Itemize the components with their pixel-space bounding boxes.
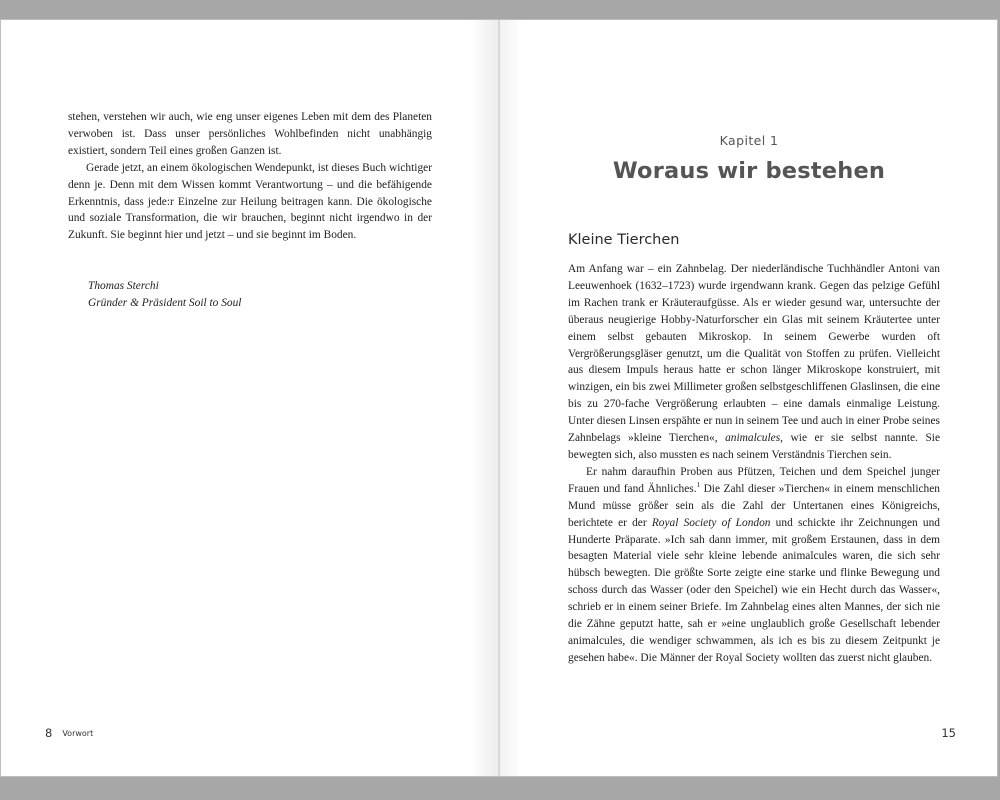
left-page-body (68, 109, 432, 244)
signature-name: Thomas Sterchi (88, 280, 159, 292)
book-gutter (498, 19, 500, 777)
gutter-shadow-left (470, 19, 498, 777)
gutter-shadow-right (500, 19, 522, 777)
p1-text-a: Am Anfang war – ein Zahnbelag. Der niederländische Tuchhändler Antoni van Leeuwenhoek (1632–1723) wurde irgendwann krank. Gegen das pelzige Gefühl im Rachen trank er Kräuteraufgüsse. Als er wieder gesund war, untersuchte der überaus neugierige Hobby-Naturforscher ein Glas mit seinem Kräutertee unter einem selbst gebauten Mikroskop. In seinem Gewerbe wurden oft Vergrößerungsgläser genutzt, um die Qualität von Stoffen zu prüfen. Vielleicht aus diesem Impuls heraus hatte er schon länger Mikroskope konstruiert, mit winzigen, ein bis zwei Millimeter großen selbstgeschliffenen Glaslinsen, die eine bis zu 270-fache Vergrößerung erlaubten – eine damals einmalige Leistung. Unter diesen Linsen erspähte er nun in seinem Tee und auch in einer Probe seines Zahnbelags »kleine Tierchen«, (568, 263, 940, 445)
right-page-number: 15 (941, 726, 956, 740)
p2-text-a: Er nahm daraufhin Proben aus Pfützen, Teichen und dem Speichel junger Frauen und fand Ähnliches. (568, 465, 940, 495)
p2-text-c: und schickte ihr Zeichnungen und Hunderte Präparate. »Ich sah dann immer, mit großem Erstaunen, dass in dem besagten Material viele sehr kleine lebende animalcules waren, die sich sehr hübsch bewegten. Die größte Sorte zeigte eine starke und flinke Bewegung und schoss durch das Wasser (oder den Speichel) wie ein Hecht durch das Wasser«, schrieb er in einem seiner Briefe. Im Zahnbelag eines alten Mannes, der sich nie die Zähne geputzt hatte, sah er »eine unglaublich große Gesellschaft lebender animalcules, die wendiger schwammen, als ich es bis zu diesem Zeitpunkt je gesehen habe«. Die Männer der Royal Society wollten das zuerst nicht glauben. (568, 516, 940, 664)
left-footer (45, 726, 93, 740)
chapter-title: Woraus wir bestehen (612, 158, 886, 184)
signature (88, 278, 241, 312)
left-page (0, 19, 498, 777)
p1-text-b: , wie er sie selbst nannte. Sie bewegten sich, also mussten es nach seinem Verständnis Tierchen sein. (568, 432, 940, 461)
footnote-marker[interactable]: 1 (696, 480, 701, 489)
section-title: Kleine Tierchen (568, 232, 680, 248)
left-paragraph-2: Gerade jetzt, an einem ökologischen Wendepunkt, ist dieses Buch wichtiger denn je. Denn mit dem Wissen kommt Verantwortung – und die befähigende Erkenntnis, dass jede:r Einzelne zur Heilung beitragen kann. Die ökologische und soziale Transformation, die wir brauchen, beginnt nicht irgendwo in der Zukunft. Sie beginnt hier und jetzt – und sie beginnt im Boden. (68, 161, 432, 242)
right-page-body (568, 261, 940, 667)
right-paragraph-1 (568, 261, 940, 464)
running-head: Vorwort (62, 729, 94, 738)
left-page-number: 8 (45, 726, 53, 740)
left-paragraph-1: stehen, verstehen wir auch, wie eng unser eigenes Leben mit dem des Planeten verwoben ist. Dass unser persönliches Wohlbefinden nicht unabhängig existiert, sondern Teil eines großen Ganzen ist. (68, 111, 432, 157)
chapter-label: Kapitel 1 (719, 133, 779, 148)
right-page (500, 19, 998, 777)
right-paragraph-2 (568, 464, 940, 667)
p1-italic: animalcules (725, 432, 781, 445)
signature-role: Gründer & Präsident Soil to Soul (88, 297, 242, 309)
p2-italic: Royal Society of London (651, 516, 771, 529)
p2-text-b: Die Zahl dieser »Tierchen« in einem menschlichen Mund müsse größer sein als die Zahl der Untertanen eines Königreichs, berichtete er der (568, 482, 940, 529)
